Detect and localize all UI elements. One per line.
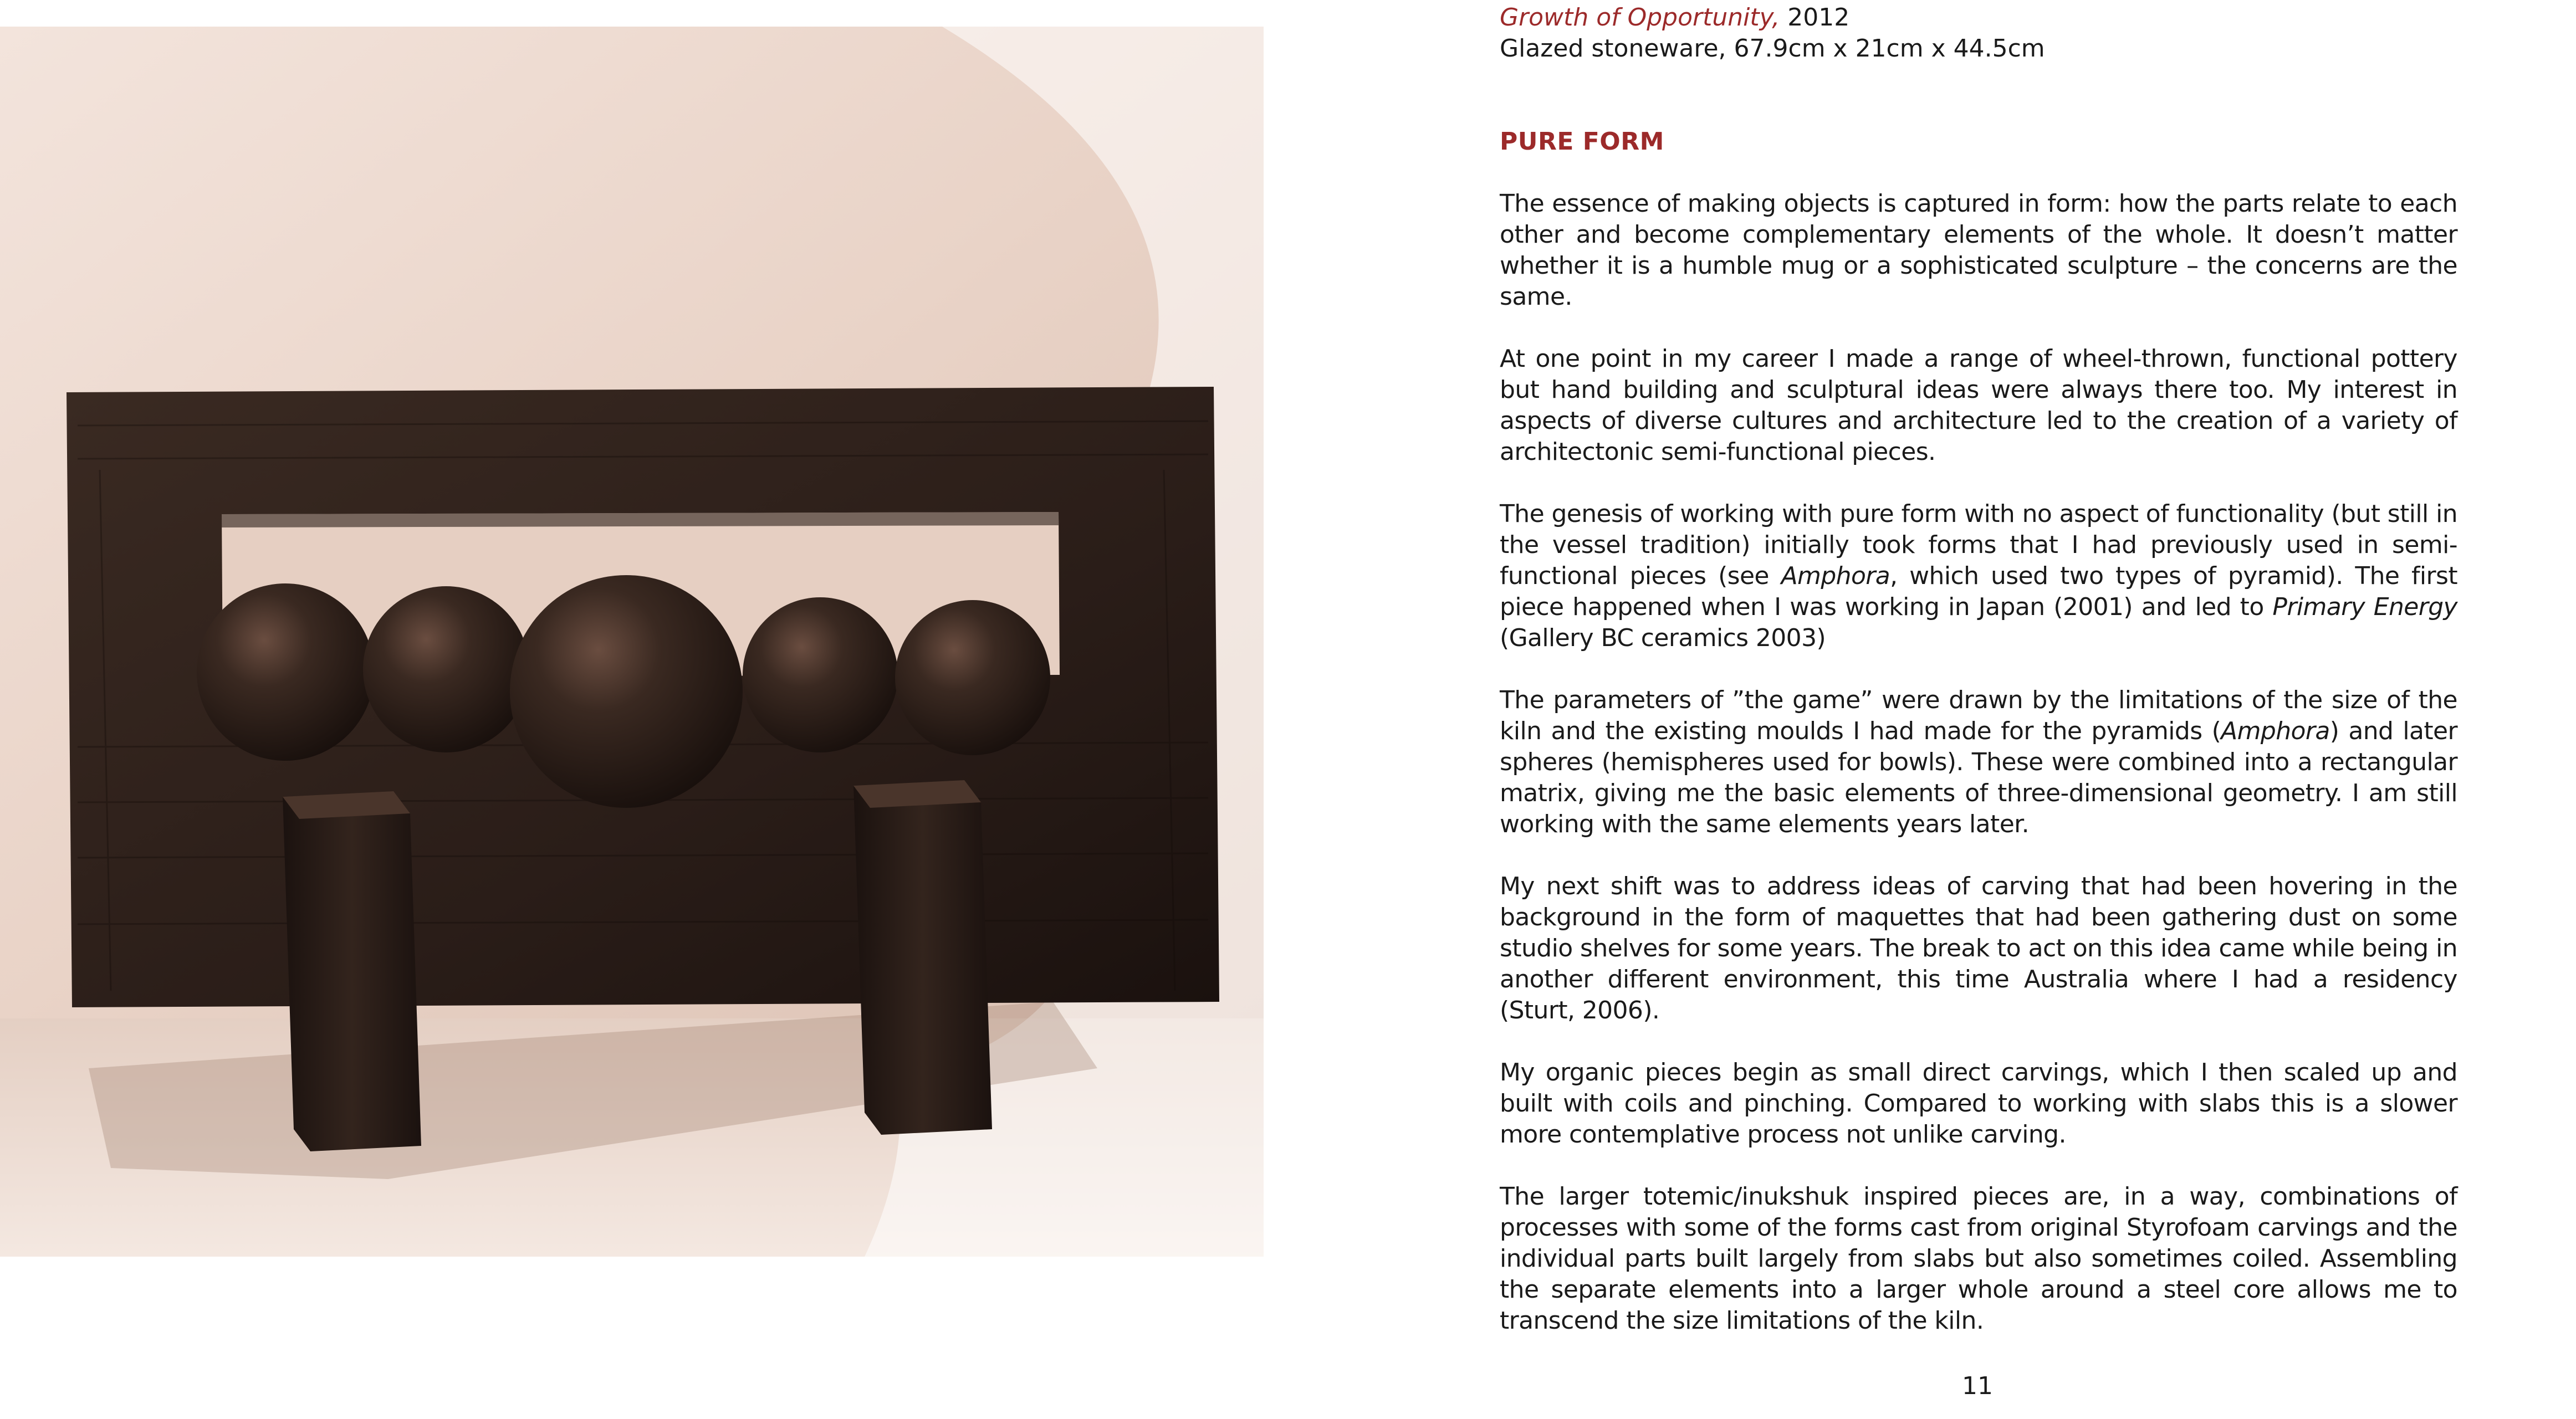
caption-title-line: [1500, 2, 2457, 33]
amphora-title: Amphora: [1781, 562, 1890, 590]
section-heading: PURE FORM: [1500, 127, 1664, 156]
primary-energy-title: Primary Energy: [2272, 593, 2457, 621]
paragraph-3-part-3: (Gallery BC ceramics 2003): [1500, 624, 1826, 652]
paragraph-1: The essence of making objects is captured in form: how the parts relate to each other and become complementary elements of the whole. It doesn’t matter whether it is a humble mug or a sophisticated sculpture – the concerns are the same.: [1500, 189, 2457, 311]
paragraph-2: At one point in my career I made a range of wheel-thrown, functional pottery but hand building and sculptural ideas were always there too. My interest in aspects of diverse cultures and architecture led to the creation of a variety of architectonic semi-functional pieces.: [1500, 345, 2457, 466]
paragraph-4-part-2: ) and later spheres (hemispheres used for bowls). These were combined into a rectangular matrix, giving me the basic elements of three-dimensional geometry. I am still working with the same elements years later.: [1500, 717, 2457, 838]
text-column: [1500, 2, 2457, 1336]
page-number: 11: [1962, 1372, 1993, 1400]
paragraph-6: My organic pieces begin as small direct carvings, which I then scaled up and built with coils and pinching. Compared to working with slabs this is a slower more contemplative process not unlike carving.: [1500, 1058, 2457, 1149]
paragraph-3: [1500, 499, 2457, 654]
paragraph-3-part-2: , which used two types of pyramid). The first piece happened when I was working in Japan (2001) and led to: [1500, 562, 2457, 621]
sculpture-photo: [0, 27, 1264, 1257]
caption-material: Glazed stoneware, 67.9cm x 21cm x 44.5cm: [1500, 34, 2045, 63]
caption-title: Growth of Opportunity,: [1500, 3, 1780, 32]
paragraph-4-part-1: The parameters of ”the game” were drawn by the limitations of the size of the kiln and the existing moulds I had made for the pyramids (: [1500, 686, 2457, 745]
paragraph-4: [1500, 685, 2457, 840]
paragraph-7: The larger totemic/inukshuk inspired pieces are, in a way, combinations of processes with some of the forms cast from original Styrofoam carvings and the individual parts built largely from slabs but also sometimes coiled. Assembling the separate elements into a larger whole around a steel core allows me to transcend the size limitations of the kiln.: [1500, 1182, 2457, 1335]
caption-year: 2012: [1787, 3, 1850, 32]
paragraph-3-part-1: The genesis of working with pure form with no aspect of functionality (but still in the vessel tradition) initially took forms that I had previously used in semi-functional pieces (see: [1500, 500, 2457, 590]
amphora-title: Amphora: [2221, 717, 2330, 745]
paragraph-5: My next shift was to address ideas of carving that had been hovering in the background in the form of maquettes that had been gathering dust on some studio shelves for some years. The break to act on this idea came while being in another different environment, this time Australia where I had a residency (Sturt, 2006).: [1500, 872, 2457, 1024]
